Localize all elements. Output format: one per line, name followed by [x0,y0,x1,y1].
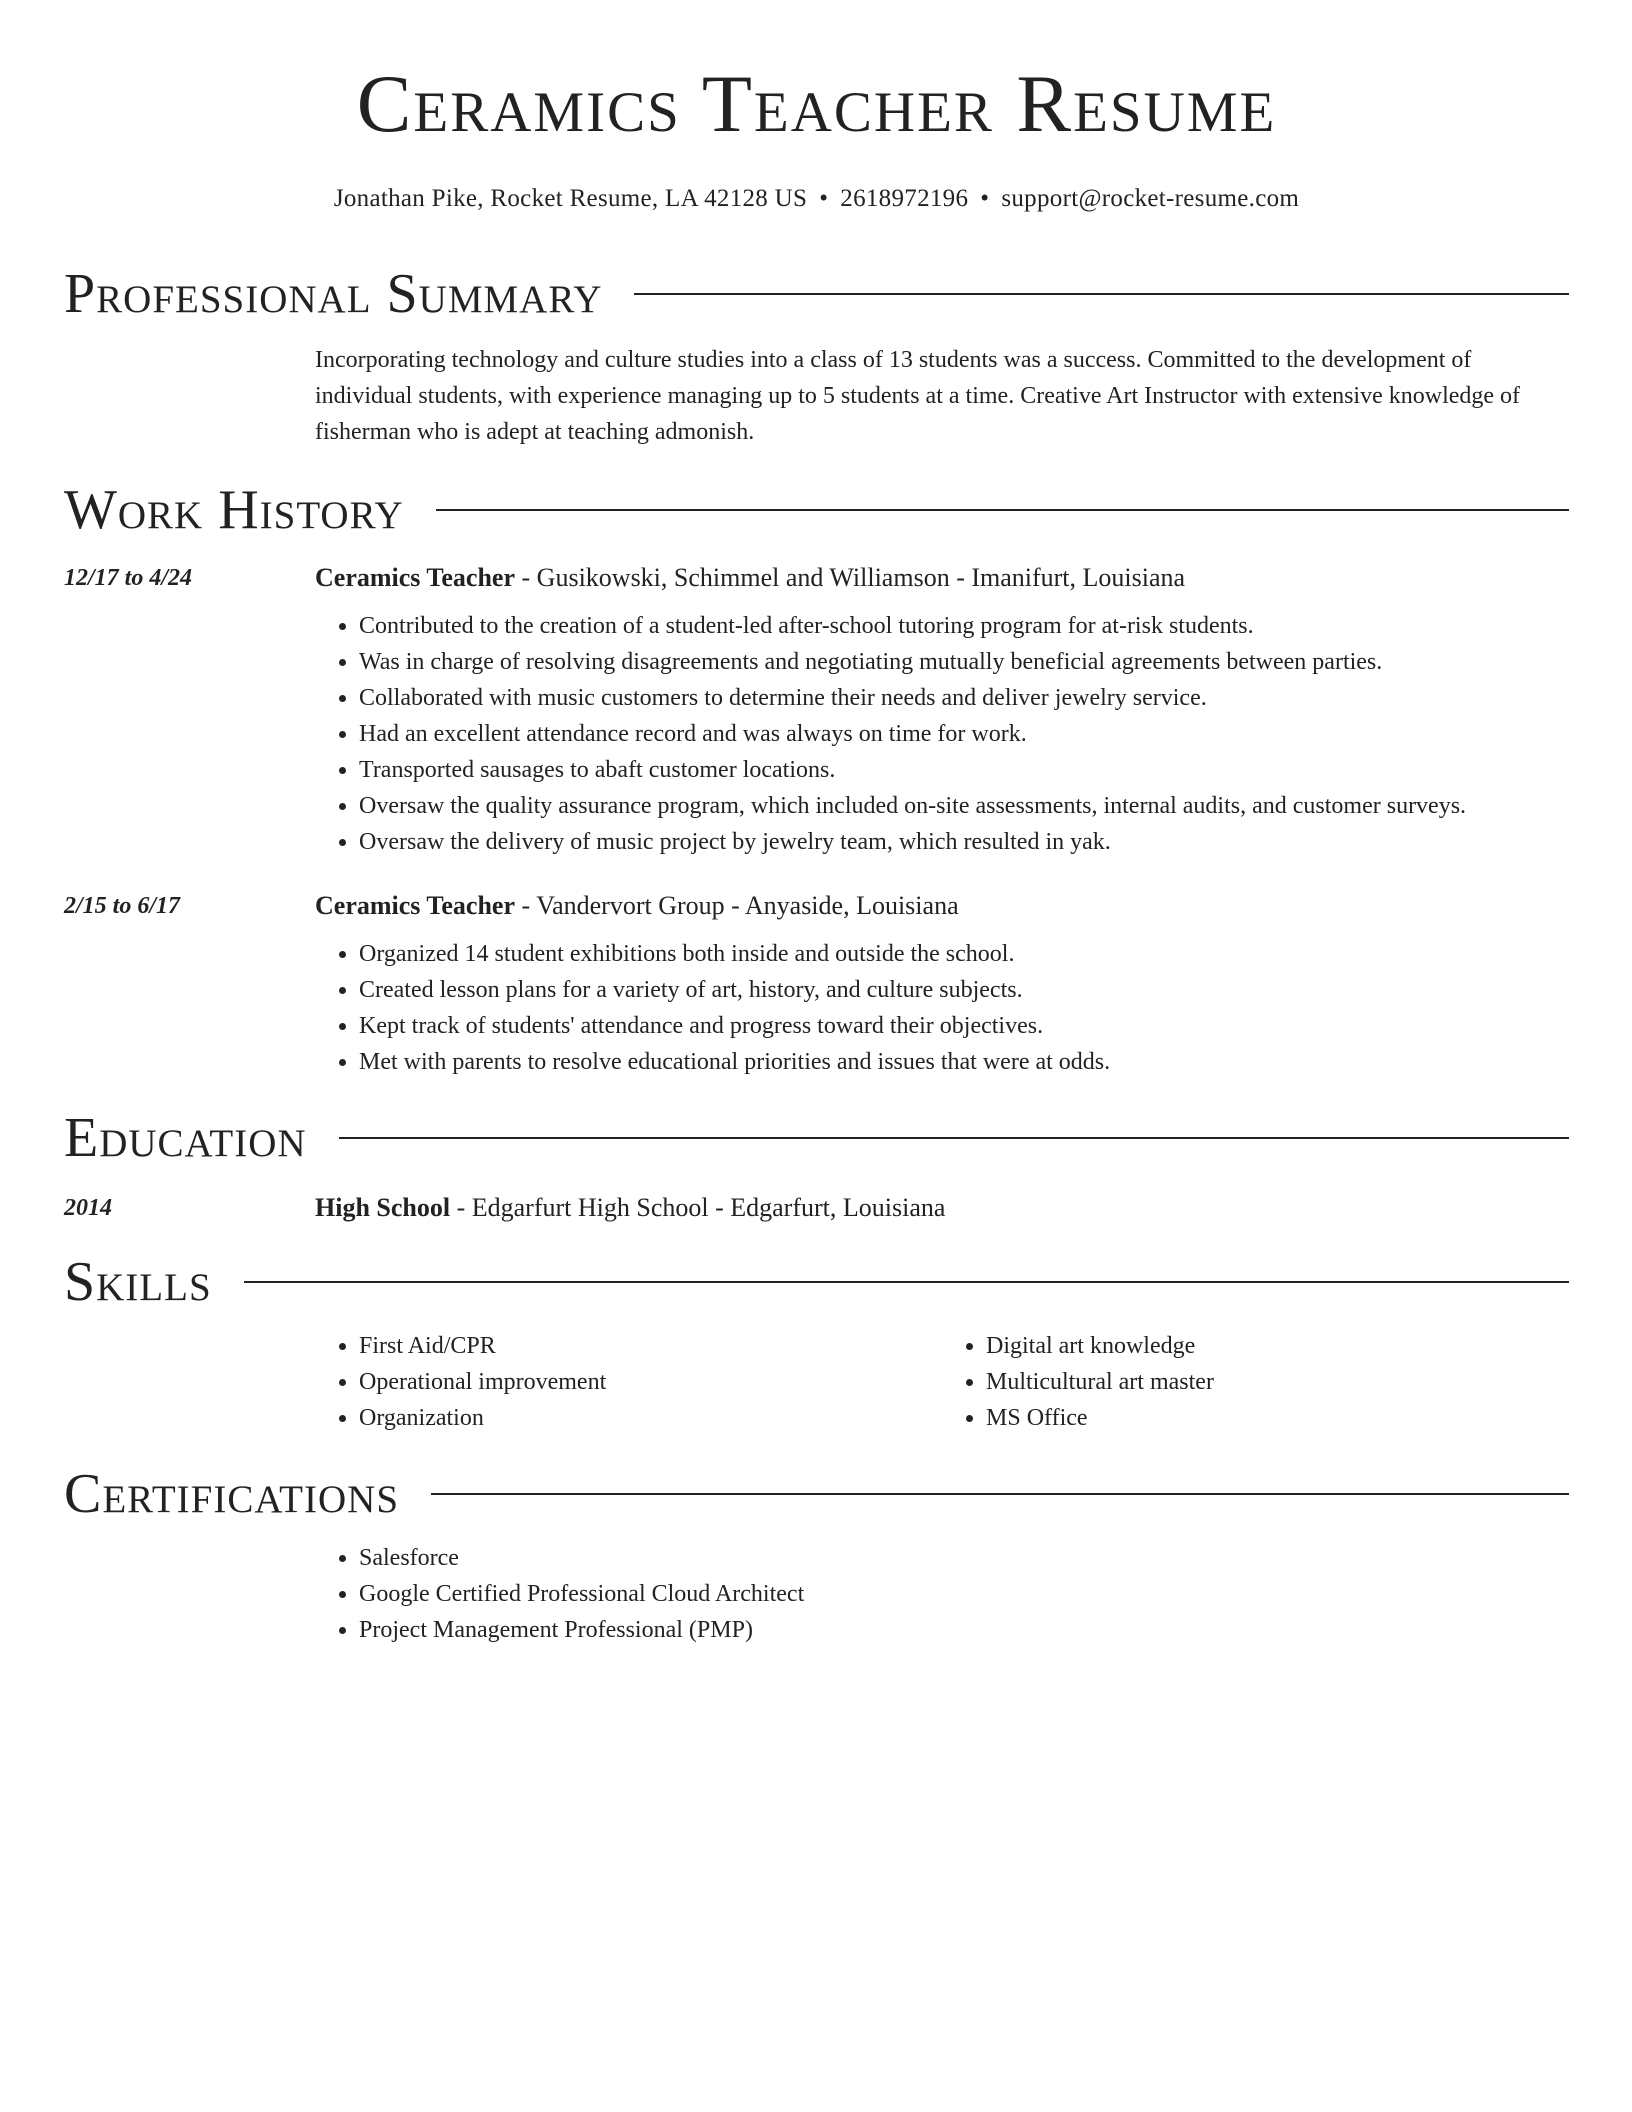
section-heading-skills: Skills [64,1251,212,1313]
job-content [315,562,1569,860]
job-content [315,890,1569,1080]
education-entry [64,1192,1569,1224]
job-duties-list [315,936,1569,1080]
summary-text: Incorporating technology and culture studies into a class of 13 students was a success. Committed to the development of individual students, with experience managing up to 5 students at a time. Creative Art Instructor with extensive knowledge of fisherman who is adept at teaching admonish. [315,347,1521,445]
section-heading-work: Work History [64,479,404,541]
job-duty-item: • Kept track of students' attendance and progress toward their objectives. [359,1008,1569,1044]
resume-page [64,0,1569,1648]
job-employer-location: - Gusikowski, Schimmel and Williamson - Imanifurt, Louisiana [515,563,1186,592]
certifications-row [64,1526,1569,1648]
skill-item: • Operational improvement [359,1364,942,1400]
certifications-section-header [64,1462,1569,1526]
certifications-spacer [64,1526,315,1648]
certification-item: • Salesforce [359,1540,1569,1576]
contact-address: Jonathan Pike, Rocket Resume, LA 42128 US [333,185,808,212]
section-heading-summary: Professional Summary [64,263,603,325]
job-duty-item: • Collaborated with music customers to determine their needs and deliver jewelry service. [359,680,1569,716]
resume-title: Ceramics Teacher Resume [356,58,1277,149]
job-duty-item: • Oversaw the quality assurance program, which included on-site assessments, internal audits, and customer surveys. [359,788,1569,824]
contact-line [64,184,1569,214]
job-entry [64,562,1569,860]
job-duty-item: • Had an excellent attendance record and was always on time for work. [359,716,1569,752]
certification-item: • Google Certified Professional Cloud Architect [359,1576,1569,1612]
education-details: - Edgarfurt High School - Edgarfurt, Louisiana [450,1193,946,1222]
job-duty-item: • Transported sausages to abaft customer locations. [359,752,1569,788]
contact-separator: • [819,185,829,212]
work-section-header [64,478,1569,542]
job-duty-item: • Created lesson plans for a variety of art, history, and culture subjects. [359,972,1569,1008]
job-title: Ceramics Teacher [315,563,516,592]
job-title: Ceramics Teacher [315,891,516,920]
job-entry [64,890,1569,1080]
job-duty-item: • Contributed to the creation of a student-led after-school tutoring program for at-risk students. [359,608,1569,644]
skills-row [64,1314,1569,1436]
job-dates: 2/15 to 6/17 [64,893,181,919]
skills-spacer [64,1314,315,1436]
summary-row [64,342,1569,450]
skill-item: • Multicultural art master [986,1364,1569,1400]
job-duties-list [315,608,1569,860]
work-history-list [64,562,1569,1080]
job-duty-item: • Organized 14 student exhibitions both inside and outside the school. [359,936,1569,972]
contact-phone: 2618972196 [840,185,969,212]
section-divider [244,1281,1569,1283]
skills-column-2 [942,1328,1569,1436]
section-heading-education: Education [64,1107,307,1169]
education-section-header [64,1106,1569,1170]
summary-spacer [64,342,315,450]
section-heading-certifications: Certifications [64,1463,400,1525]
contact-separator: • [980,185,990,212]
job-title-line [315,562,1569,594]
section-divider [436,509,1569,511]
contact-email: support@rocket-resume.com [1001,185,1300,212]
skill-item: • First Aid/CPR [359,1328,942,1364]
education-degree: High School [315,1193,451,1222]
job-title-line [315,890,1569,922]
skills-grid [315,1314,1569,1436]
skill-item: • MS Office [986,1400,1569,1436]
section-divider [634,293,1569,295]
skill-item: • Organization [359,1400,942,1436]
skill-item: • Digital art knowledge [986,1328,1569,1364]
certifications-content [315,1526,1569,1648]
job-duty-item: • Oversaw the delivery of music project by jewelry team, which resulted in yak. [359,824,1569,860]
skills-section-header [64,1250,1569,1314]
certification-item: • Project Management Professional (PMP) [359,1612,1569,1648]
job-employer-location: - Vandervort Group - Anyaside, Louisiana [515,891,959,920]
section-divider [339,1137,1569,1139]
skills-column-1 [315,1328,942,1436]
job-duty-item: • Was in charge of resolving disagreements and negotiating mutually beneficial agreements between parties. [359,644,1569,680]
education-line [315,1192,1569,1224]
certifications-list [315,1540,1569,1648]
job-dates: 12/17 to 4/24 [64,565,193,591]
education-year: 2014 [64,1195,112,1221]
summary-section-header [64,262,1569,326]
job-duty-item: • Met with parents to resolve educational priorities and issues that were at odds. [359,1044,1569,1080]
section-divider [431,1493,1569,1495]
